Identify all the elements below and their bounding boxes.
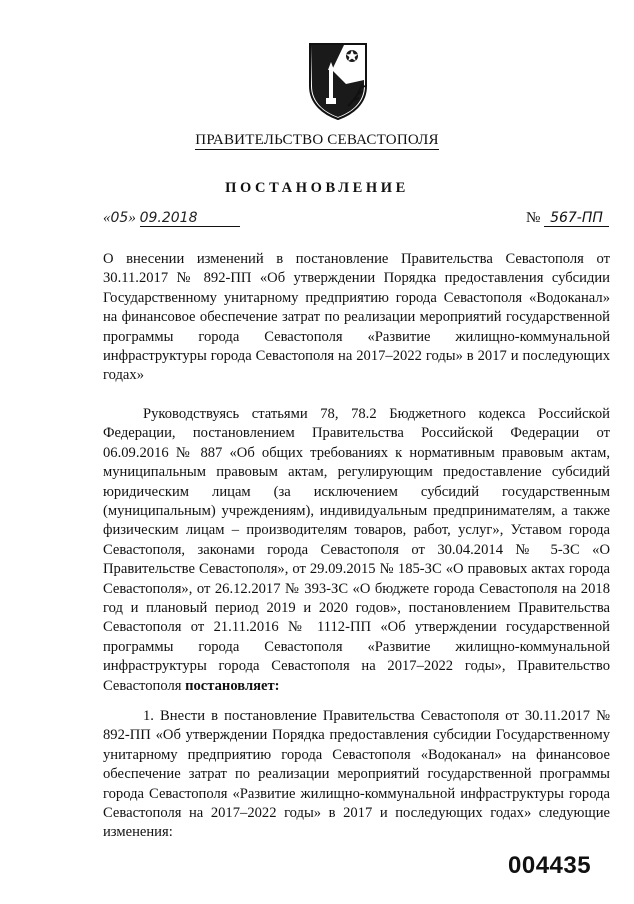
date-day: 05: [110, 210, 129, 226]
clause-1-paragraph: 1. Внести в постановление Правительства Севастополя от 30.11.2017 № 892-ПП «Об утверждении Порядка предоставления субсидии Государственному унитарному предприятию города Севастополя «Водоканал» на финансовое обеспечение затрат по реализации мероприятий государственной программы города Севастополя «Развитие жилищно-коммунальной инфраструктуры города Севастополя на 2017–2022 годы» в 2017 и последующих годах» следующие изменения:: [103, 708, 610, 841]
government-name: ПРАВИТЕЛЬСТВО СЕВАСТОПОЛЯ: [195, 132, 439, 148]
resolves-keyword: постановляет:: [185, 677, 280, 694]
preamble-paragraph: Руководствуясь статьями 78, 78.2 Бюджетного кодекса Российской Федерации, постановлением Правительства Российской Федерации от 06.09.2016 № 887 «Об общих требованиях к нормативным правовым актам, муниципальным правовым актам, регулирующим предоставление субсидий юридическим лицам (за исключением субсидий государственным (муниципальным) учреждениям), индивидуальным предпринимателям, а также физическим лицам – производителям товаров, работ, услуг», Уставом города Севастополя, законами города Севастополя от 30.04.2014 № 5-ЗС «О Правительстве Севастополя», от 29.09.2015 № 185-ЗС «О правовых актах города Севастополя», от 26.12.2017 № 393-ЗС «О бюджете города Севастополя на 2018 год и плановый период 2019 и 2020 годов», постановлением Правительства Севастополя от 21.11.2016 № 1112-ПП «Об утверждении государственной программы города Севастополя «Развитие жилищно-коммунальной инфраструктуры города Севастополя на 2017–2022 годы», Правительство Севастополя постановляет:: [103, 406, 610, 694]
document-date: «05» 09.2018: [103, 210, 240, 227]
serial-number: 004435: [508, 852, 592, 879]
document-type-title: ПОСТАНОВЛЕНИЕ: [225, 180, 409, 196]
sevastopol-coat-of-arms-icon: [296, 40, 380, 122]
document-number-value: 567-ПП: [544, 210, 609, 227]
date-rest: 09.2018: [140, 210, 240, 227]
document-number: № 567-ПП: [526, 210, 609, 227]
document-subject: О внесении изменений в постановление Правительства Севастополя от 30.11.2017 № 892-ПП «Об утверждении Порядка предоставления субсидии Государственному унитарному предприятию города Севастополя «Водоканал» на финансовое обеспечение затрат по реализации мероприятий государственной программы города Севастополя «Развитие жилищно-коммунальной инфраструктуры города Севастополя на 2017–2022 годы» в 2017 и последующих годах»: [103, 251, 610, 384]
